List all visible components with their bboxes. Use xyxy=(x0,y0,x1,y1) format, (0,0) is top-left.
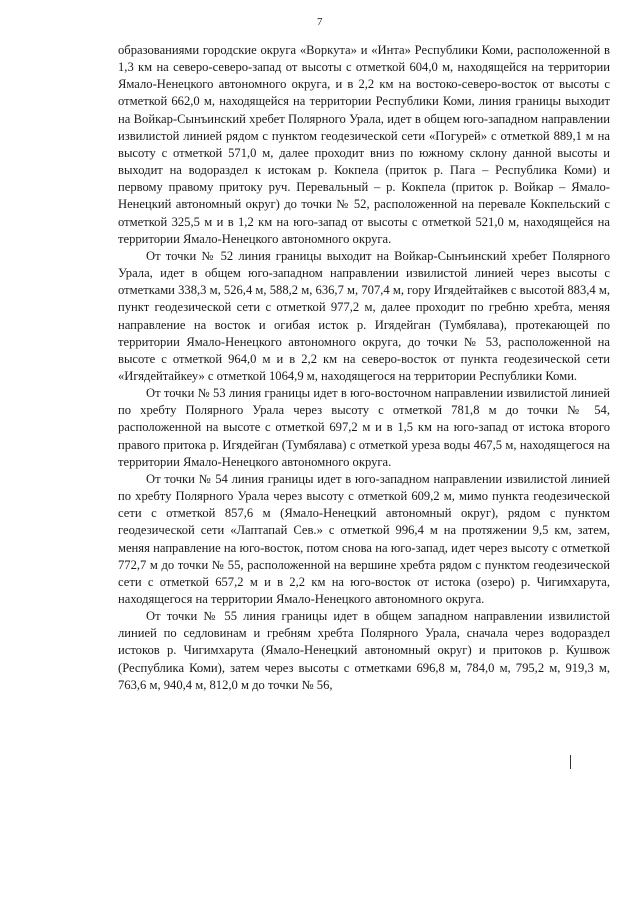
paragraph: От точки № 55 линия границы идет в общем западном направлении извилистой линией по седловинам и гребням хребта Полярного Урала, сначала через водораздел истоков р. Чигимхарута (Ямало-Ненецкий автономный округ) и притоков р. Кушвож (Республика Коми), затем через высоты с отметками 696,8 м, 784,0 м, 795,2 м, 919,3 м, 763,6 м, 940,4 м, 812,0 м до точки № 56, xyxy=(118,609,610,692)
paragraph: От точки № 52 линия границы выходит на Войкар-Сынъинский хребет Полярного Урала, идет в общем юго-западном направлении извилистой линией через высоты с отметками 338,3 м, 526,4 м, 588,2 м, 636,7 м, 707,4 м, гору Игядейтайкев с высотой 883,4 м, пункт геодезической сети с отметкой 977,2 м, далее проходит по гребню хребта, меняя направление на восток и огибая исток р. Игядейган (Тумбялава), протекающей по территории Ямало-Ненецкого автономного округа, до точки № 53, расположенной на высоте с отметкой 964,0 м и в 2,2 км на северо-восток от пункта геодезической сети «Игядейтайкеу» с отметкой 1064,9 м, находящегося на территории Республики Коми. xyxy=(118,248,610,383)
document-body xyxy=(118,42,610,694)
paragraph: От точки № 53 линия границы идет в юго-восточном направлении извилистой линией по хребту Полярного Урала через высоту с отметкой 781,8 м до точки № 54, расположенной на высоте с отметкой 697,2 м и в 1,5 км на юго-запад от истока второго правого притока р. Игядейган (Тумбялава) с отметкой уреза воды 467,5 м, находящегося на территории Ямало-Ненецкого автономного округа. xyxy=(118,386,610,469)
paragraph: образованиями городские округа «Воркута» и «Инта» Республики Коми, расположенной в 1,3 км на северо-северо-запад от высоты с отметкой 604,0 м, находящейся на территории Ямало-Ненецкого автономного округа, и в 2,2 км на востоко-северо-восток от высоты с отметкой 662,0 м, находящейся на территории Республики Коми, линия границы выходит на Войкар-Сынъинский хребет Полярного Урала, идет в общем юго-западном направлении извилистой линией рядом с пунктом геодезической сети «Погурей» с отметкой 889,1 м на высоту с отметкой 571,0 м, далее проходит вниз по южному склону данной высоты и выходит на водораздел к истокам р. Кокпела (приток р. Пага – Республика Коми) и первому правому притоку руч. Перевальный – р. Кокпела (приток р. Войкар – Ямало-Ненецкий автономный округ) до точки № 52, расположенной на перевале Кокпельский с отметкой 325,5 м и в 1,2 км на юго-запад от высоты с отметкой 521,0 м, находящейся на территории Ямало-Ненецкого автономного округа. xyxy=(118,43,610,246)
paragraph: От точки № 54 линия границы идет в юго-западном направлении извилистой линией по хребту Полярного Урала через высоту с отметкой 609,2 м, мимо пункта геодезической сети с отметкой 857,6 м (Ямало-Ненецкий автономный округ), рядом с пунктом геодезической сети «Лаптапай Сев.» с отметкой 996,4 м на протяжении 9,5 км, затем, меняя направление на юго-восток, потом снова на юго-запад, идет через высоту с отметкой 772,7 м до точки № 55, расположенной на вершине хребта рядом с пунктом геодезической сети с отметкой 657,2 м и в 2,2 км на юго-восток от истока (озеро) р. Чигимхарута, находящегося на территории Ямало-Ненецкого автономного округа. xyxy=(118,471,610,606)
margin-mark xyxy=(570,755,571,769)
page-number: 7 xyxy=(317,16,323,28)
